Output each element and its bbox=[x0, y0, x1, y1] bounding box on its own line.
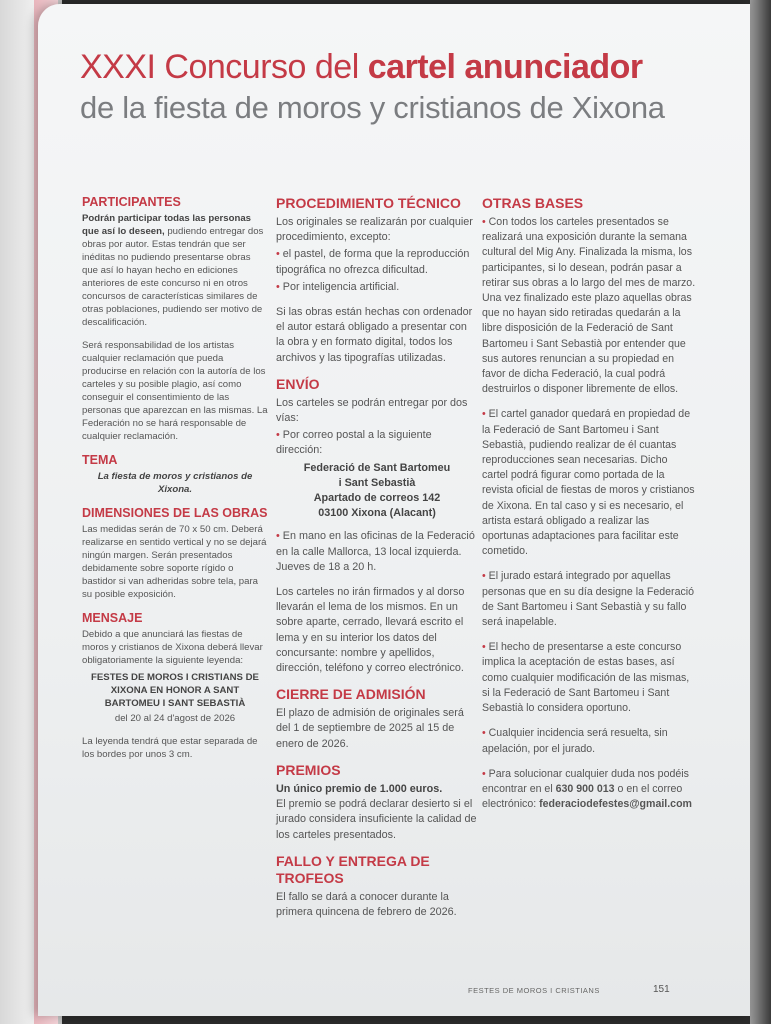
envio-address: Federació de Sant Bartomeu i Sant Sebastià Apartado de correos 142 03100 Xixona (Alacant) bbox=[303, 461, 451, 520]
cierre-text: El plazo de admisión de originales será del 1 de septiembre de 2025 al 15 de enero de 2026. bbox=[276, 707, 464, 750]
heading-fallo: FALLO Y ENTREGA DE TROFEOS bbox=[276, 852, 430, 886]
heading-otras-bases: OTRAS BASES bbox=[482, 195, 584, 211]
section-envio bbox=[276, 376, 478, 676]
procedimiento-bullet-1: • el pastel, de forma que la reproducción tipográfica no ofrezca dificultad. bbox=[276, 248, 470, 276]
heading-participantes: PARTICIPANTES bbox=[82, 195, 181, 209]
section-premios bbox=[276, 762, 478, 843]
heading-cierre: CIERRE DE ADMISIÓN bbox=[276, 686, 426, 703]
otras-bases-bullet-3: • El jurado estará integrado por aquellas personas que en su día designe la Federació de Sant Bartomeu i Sant Sebastià y su fallo será inapelable. bbox=[482, 570, 695, 629]
section-dimensiones bbox=[82, 506, 268, 601]
envio-bullet-2: • En mano en las oficinas de la Federació en la calle Mallorca, 13 local izquierda. Jueves de 18 a 20 h. bbox=[276, 530, 475, 573]
otras-bases-bullet-5: • Cualquier incidencia será resuelta, sin apelación, por el jurado. bbox=[482, 727, 668, 755]
procedimiento-bullet-2: • Por inteligencia artificial. bbox=[276, 280, 400, 293]
section-cierre bbox=[276, 686, 478, 752]
premios-lead: Un único premio de 1.000 euros. bbox=[276, 782, 443, 795]
dimensiones-text: Las medidas serán de 70 x 50 cm. Deberá realizarse en sentido vertical y no se dejará ningún margen. Serán presentados debidamente sobre soporte rígido o bastidor si van adheridas sobre tela, para su posible exposición. bbox=[82, 524, 267, 600]
envio-text-3: Los carteles no irán firmados y al dorso llevarán el lema de los mismos. En un sobre aparte, cerrado, llevará escrito el lema y en su interior los datos del concursante: nombre y apellidos, dirección, teléfono y correo electrónico. bbox=[276, 586, 465, 675]
procedimiento-text-2: Si las obras están hechas con ordenador el autor estará obligado a presentar con la obra y en formato digital, todos los archivos y las tipografías utilizadas. bbox=[276, 306, 473, 364]
section-procedimiento bbox=[276, 195, 478, 366]
heading-dimensiones: DIMENSIONES DE LAS OBRAS bbox=[82, 506, 268, 520]
envio-intro: Los carteles se podrán entregar por dos vías: bbox=[276, 396, 468, 425]
page-title: XXXI Concurso del cartel anunciador bbox=[80, 48, 643, 86]
heading-premios: PREMIOS bbox=[276, 761, 341, 778]
right-background-edge bbox=[750, 0, 771, 1024]
mensaje-text: Debido a que anunciará las fiestas de moros y cristianos de Xixona deberá llevar obligatoriamente la siguiente leyenda: bbox=[82, 629, 263, 666]
participantes-text: Podrán participar todas las personas que así lo deseen, pudiendo entregar dos obras por autor. Estas tendrán que ser inéditas no pudiendo presentarse obras que así lo hayan hecho en ediciones anteriores de este concurso ni en otros concursos de características similares de otras poblaciones, pudiendo ser motivo de descalificación. bbox=[82, 213, 264, 328]
heading-envio: ENVÍO bbox=[276, 375, 320, 392]
mensaje-note: La leyenda tendrá que estar separada de los bordes por unos 3 cm. bbox=[82, 736, 258, 760]
otras-bases-bullet-1: • Con todos los carteles presentados se realizará una exposición durante la semana cultural del Mig Any. Finalizada la misma, los participantes, si lo desean, podrán pasar a retirar sus obras a lo largo del mes de marzo. Una vez finalizado este plazo aquellas obras que no hayan sido retiradas quedarán a la libre disposición de la Federació de Sant Bartomeu i Sant Sebastià por entender que sus autores renuncian a su propiedad en favor de dicha Federació, la cual podrá destruirlos o disponer libremente de ellos. bbox=[482, 216, 696, 396]
page-footer: FESTES DE MOROS I CRISTIANS bbox=[468, 986, 600, 995]
heading-procedimiento: PROCEDIMIENTO TÉCNICO bbox=[276, 195, 461, 211]
column-3 bbox=[482, 195, 696, 822]
mensaje-legend: FESTES DE MOROS I CRISTIANS DE XIXONA EN HONOR A SANT BARTOMEU I SANT SEBASTIÀ bbox=[91, 672, 259, 709]
page-number: 151 bbox=[653, 984, 670, 995]
participantes-text-2: Será responsabilidad de los artistas cualquier reclamación que pueda producirse en relación con la autoría de los carteles y su posible plagio, así como conseguir el consentimiento de las personas que aparezcan en las mismas. La Federación no se hará responsable de cualquier reclamación. bbox=[82, 340, 268, 442]
section-mensaje bbox=[82, 611, 268, 761]
column-1 bbox=[82, 195, 268, 771]
otras-bases-bullet-2: • El cartel ganador quedará en propiedad de la Federació de Sant Bartomeu i Sant Sebastià, pudiendo realizar de él cuantas reproducciones sean necesarias. Dicho cartel podrá figurar como portada de la revista oficial de fiestas de moros y cristianos de Xixona. En tal caso y si es necesario, el artista estará obligado a realizar las oportunas adaptaciones para facilitar este cometido. bbox=[482, 408, 695, 558]
page-subtitle: de la fiesta de moros y cristianos de Xixona bbox=[80, 90, 665, 125]
heading-mensaje: MENSAJE bbox=[82, 611, 143, 625]
section-participantes bbox=[82, 195, 268, 443]
otras-bases-bullet-6: • Para solucionar cualquier duda nos podéis encontrar en el 630 900 013 o en el correo electrónico: federaciodefestes@gmail.com bbox=[482, 767, 692, 811]
mensaje-dates: del 20 al 24 d'agost de 2026 bbox=[114, 713, 236, 724]
otras-bases-bullet-4: • El hecho de presentarse a este concurso implica la aceptación de estas bases, así como cualquier modificación de las mismas, si la Federació de Sant Bartomeu i Sant Sebastià lo considera oportuno. bbox=[482, 641, 690, 715]
column-2 bbox=[276, 195, 478, 930]
heading-tema: TEMA bbox=[82, 453, 118, 467]
procedimiento-intro: Los originales se realizarán por cualquier procedimiento, excepto: bbox=[276, 216, 473, 244]
fallo-text: El fallo se dará a conocer durante la primera quincena de febrero de 2026. bbox=[276, 890, 457, 918]
section-tema bbox=[82, 453, 268, 496]
tema-text: La fiesta de moros y cristianos de Xixona. bbox=[97, 471, 253, 495]
premios-text: El premio se podrá declarar desierto si el jurado considera insuficiente la calidad de los carteles presentados. bbox=[276, 798, 477, 841]
envio-bullet-1: • Por correo postal a la siguiente dirección: bbox=[276, 429, 432, 457]
section-fallo bbox=[276, 853, 478, 920]
